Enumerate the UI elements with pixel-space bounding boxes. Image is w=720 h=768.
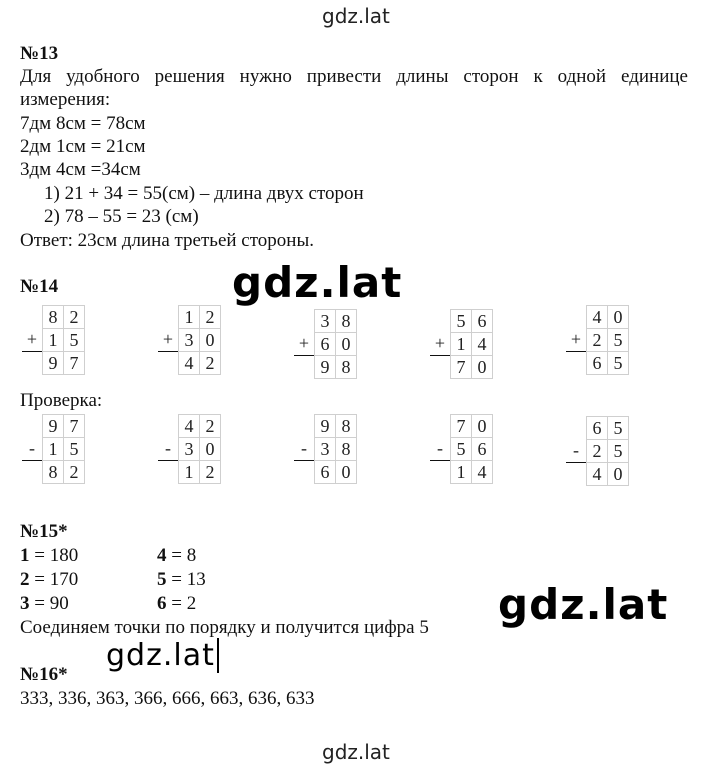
digit-cell: 0 bbox=[336, 333, 357, 356]
first-operand-row bbox=[430, 415, 493, 438]
digit-cell: 1 bbox=[451, 461, 472, 484]
digit-cell: 1 bbox=[43, 329, 64, 352]
task13-step-1: 1) 21 + 34 = 55(см) – длина двух сторон bbox=[44, 183, 364, 204]
digit-cell: 8 bbox=[43, 306, 64, 329]
pair-number: 1 bbox=[20, 545, 30, 566]
digit-cell: 5 bbox=[64, 329, 85, 352]
digit-cell: 8 bbox=[43, 461, 64, 484]
digit-cell: 3 bbox=[179, 438, 200, 461]
operation-sign bbox=[294, 356, 315, 379]
digit-cell: 7 bbox=[451, 415, 472, 438]
operation-sign bbox=[294, 310, 315, 333]
watermark-2: gdz.lat bbox=[498, 580, 669, 629]
digit-cell: 1 bbox=[451, 333, 472, 356]
site-footer: gdz.lat bbox=[322, 740, 390, 764]
operation-sign: + bbox=[298, 333, 310, 354]
first-operand-row bbox=[158, 306, 221, 329]
operation-sign bbox=[430, 461, 451, 484]
task15-number: №15* bbox=[20, 521, 68, 542]
task13-conversion-1: 7дм 8см = 78см bbox=[20, 113, 146, 134]
digit-cell: 2 bbox=[64, 306, 85, 329]
first-operand-row bbox=[294, 310, 357, 333]
digit-cell: 2 bbox=[64, 461, 85, 484]
result-row bbox=[158, 461, 221, 484]
task15-pair-5 bbox=[157, 568, 206, 591]
pair-value: = 90 bbox=[29, 593, 69, 614]
second-operand-row bbox=[22, 438, 85, 461]
result-row bbox=[430, 461, 493, 484]
second-operand-row bbox=[566, 329, 629, 352]
second-operand-row bbox=[294, 333, 357, 356]
digit-cell: 2 bbox=[200, 306, 221, 329]
result-row bbox=[22, 352, 85, 375]
operation-sign bbox=[294, 461, 315, 484]
operation-sign bbox=[430, 415, 451, 438]
operation-sign bbox=[294, 415, 315, 438]
digit-cell: 6 bbox=[315, 333, 336, 356]
operation-sign bbox=[566, 417, 587, 440]
digit-cell: 3 bbox=[179, 329, 200, 352]
task15-pair-6 bbox=[157, 592, 196, 615]
digit-cell: 8 bbox=[336, 310, 357, 333]
digit-cell: 6 bbox=[472, 438, 493, 461]
subtraction-check bbox=[430, 414, 493, 484]
operation-sign bbox=[158, 415, 179, 438]
pair-number: 4 bbox=[157, 545, 167, 566]
task13-intro-line1: Для удобного решения нужно привести длины сторон к одной единице bbox=[20, 66, 688, 87]
operation-sign bbox=[22, 352, 43, 375]
digit-cell: 8 bbox=[336, 438, 357, 461]
second-operand-row bbox=[158, 329, 221, 352]
operation-sign bbox=[22, 415, 43, 438]
task14-number: №14 bbox=[20, 276, 59, 297]
result-row bbox=[294, 356, 357, 379]
operation-sign: - bbox=[301, 438, 307, 459]
digit-cell: 8 bbox=[336, 356, 357, 379]
digit-cell: 0 bbox=[200, 329, 221, 352]
task13-conversion-2: 2дм 1см = 21см bbox=[20, 136, 146, 157]
digit-cell: 4 bbox=[179, 415, 200, 438]
task15-pair-4 bbox=[157, 544, 196, 567]
digit-cell: 1 bbox=[179, 306, 200, 329]
addition-example bbox=[294, 309, 357, 379]
pair-value: = 2 bbox=[166, 593, 197, 614]
operation-sign bbox=[566, 352, 587, 375]
task15-pair-2 bbox=[20, 568, 78, 591]
operation-sign bbox=[430, 356, 451, 379]
pair-number: 5 bbox=[157, 569, 167, 590]
first-operand-row bbox=[566, 306, 629, 329]
first-operand-row bbox=[158, 415, 221, 438]
digit-cell: 9 bbox=[43, 415, 64, 438]
operation-sign bbox=[158, 306, 179, 329]
pair-value: = 13 bbox=[166, 569, 206, 590]
task15-pair-3 bbox=[20, 592, 69, 615]
digit-cell: 4 bbox=[179, 352, 200, 375]
digit-cell: 0 bbox=[336, 461, 357, 484]
digit-cell: 5 bbox=[451, 310, 472, 333]
task13-conversion-3: 3дм 4см =34см bbox=[20, 159, 141, 180]
digit-cell: 2 bbox=[200, 461, 221, 484]
task13-answer: Ответ: 23см длина третьей стороны. bbox=[20, 230, 314, 251]
second-operand-row bbox=[566, 440, 629, 463]
pair-number: 3 bbox=[20, 593, 30, 614]
task16-number: №16* bbox=[20, 664, 68, 685]
operation-sign: + bbox=[162, 329, 174, 350]
operation-sign: - bbox=[437, 438, 443, 459]
operation-sign bbox=[430, 310, 451, 333]
pair-value: = 180 bbox=[29, 545, 79, 566]
operation-sign bbox=[158, 352, 179, 375]
digit-cell: 5 bbox=[608, 417, 629, 440]
digit-cell: 6 bbox=[587, 352, 608, 375]
first-operand-row bbox=[22, 306, 85, 329]
digit-cell: 4 bbox=[472, 461, 493, 484]
result-row bbox=[294, 461, 357, 484]
task15-pair-1 bbox=[20, 544, 78, 567]
digit-cell: 0 bbox=[200, 438, 221, 461]
task15-conclusion: Соединяем точки по порядку и получится цифра 5 bbox=[20, 617, 429, 638]
digit-cell: 9 bbox=[315, 415, 336, 438]
addition-example bbox=[158, 305, 221, 375]
operation-sign: - bbox=[165, 438, 171, 459]
digit-cell: 5 bbox=[608, 440, 629, 463]
task13-intro-line2: измерения: bbox=[20, 89, 111, 110]
digit-cell: 5 bbox=[608, 352, 629, 375]
digit-cell: 1 bbox=[43, 438, 64, 461]
digit-cell: 3 bbox=[315, 310, 336, 333]
first-operand-row bbox=[430, 310, 493, 333]
digit-cell: 5 bbox=[64, 438, 85, 461]
digit-cell: 8 bbox=[336, 415, 357, 438]
digit-cell: 6 bbox=[315, 461, 336, 484]
operation-sign bbox=[22, 461, 43, 484]
subtraction-check bbox=[158, 414, 221, 484]
digit-cell: 0 bbox=[608, 306, 629, 329]
operation-sign: + bbox=[570, 329, 582, 350]
digit-cell: 2 bbox=[200, 415, 221, 438]
operation-sign bbox=[566, 306, 587, 329]
addition-example bbox=[22, 305, 85, 375]
task13-number: №13 bbox=[20, 43, 59, 64]
digit-cell: 5 bbox=[608, 329, 629, 352]
operation-sign bbox=[566, 463, 587, 486]
digit-cell: 2 bbox=[587, 329, 608, 352]
digit-cell: 0 bbox=[472, 356, 493, 379]
pair-value: = 170 bbox=[29, 569, 79, 590]
digit-cell: 7 bbox=[64, 352, 85, 375]
first-operand-row bbox=[22, 415, 85, 438]
operation-sign bbox=[158, 461, 179, 484]
digit-cell: 7 bbox=[451, 356, 472, 379]
addition-example bbox=[430, 309, 493, 379]
digit-cell: 3 bbox=[315, 438, 336, 461]
check-label: Проверка: bbox=[20, 390, 103, 411]
subtraction-check bbox=[294, 414, 357, 484]
digit-cell: 5 bbox=[451, 438, 472, 461]
digit-cell: 2 bbox=[587, 440, 608, 463]
digit-cell: 4 bbox=[587, 463, 608, 486]
pair-value: = 8 bbox=[166, 545, 197, 566]
operation-sign: - bbox=[573, 440, 579, 461]
second-operand-row bbox=[158, 438, 221, 461]
task13-step-2: 2) 78 – 55 = 23 (см) bbox=[44, 206, 199, 227]
result-row bbox=[430, 356, 493, 379]
digit-cell: 9 bbox=[43, 352, 64, 375]
digit-cell: 4 bbox=[472, 333, 493, 356]
operation-sign: + bbox=[26, 329, 38, 350]
digit-cell: 2 bbox=[200, 352, 221, 375]
result-row bbox=[158, 352, 221, 375]
subtraction-check bbox=[22, 414, 85, 484]
pair-number: 2 bbox=[20, 569, 30, 590]
second-operand-row bbox=[430, 333, 493, 356]
second-operand-row bbox=[294, 438, 357, 461]
result-row bbox=[566, 352, 629, 375]
operation-sign: - bbox=[29, 438, 35, 459]
digit-cell: 9 bbox=[315, 356, 336, 379]
watermark-1: gdz.lat bbox=[232, 258, 403, 307]
first-operand-row bbox=[294, 415, 357, 438]
digit-cell: 0 bbox=[608, 463, 629, 486]
digit-cell: 7 bbox=[64, 415, 85, 438]
digit-cell: 6 bbox=[587, 417, 608, 440]
result-row bbox=[22, 461, 85, 484]
watermark-3: gdz.lat bbox=[104, 638, 219, 673]
digit-cell: 1 bbox=[179, 461, 200, 484]
pair-number: 6 bbox=[157, 593, 167, 614]
second-operand-row bbox=[430, 438, 493, 461]
site-header: gdz.lat bbox=[322, 4, 390, 28]
digit-cell: 4 bbox=[587, 306, 608, 329]
addition-example bbox=[566, 305, 629, 375]
first-operand-row bbox=[566, 417, 629, 440]
operation-sign bbox=[22, 306, 43, 329]
second-operand-row bbox=[22, 329, 85, 352]
operation-sign: + bbox=[434, 333, 446, 354]
result-row bbox=[566, 463, 629, 486]
digit-cell: 6 bbox=[472, 310, 493, 333]
digit-cell: 0 bbox=[472, 415, 493, 438]
task16-list: 333, 336, 363, 366, 666, 663, 636, 633 bbox=[20, 688, 315, 709]
subtraction-check bbox=[566, 416, 629, 486]
